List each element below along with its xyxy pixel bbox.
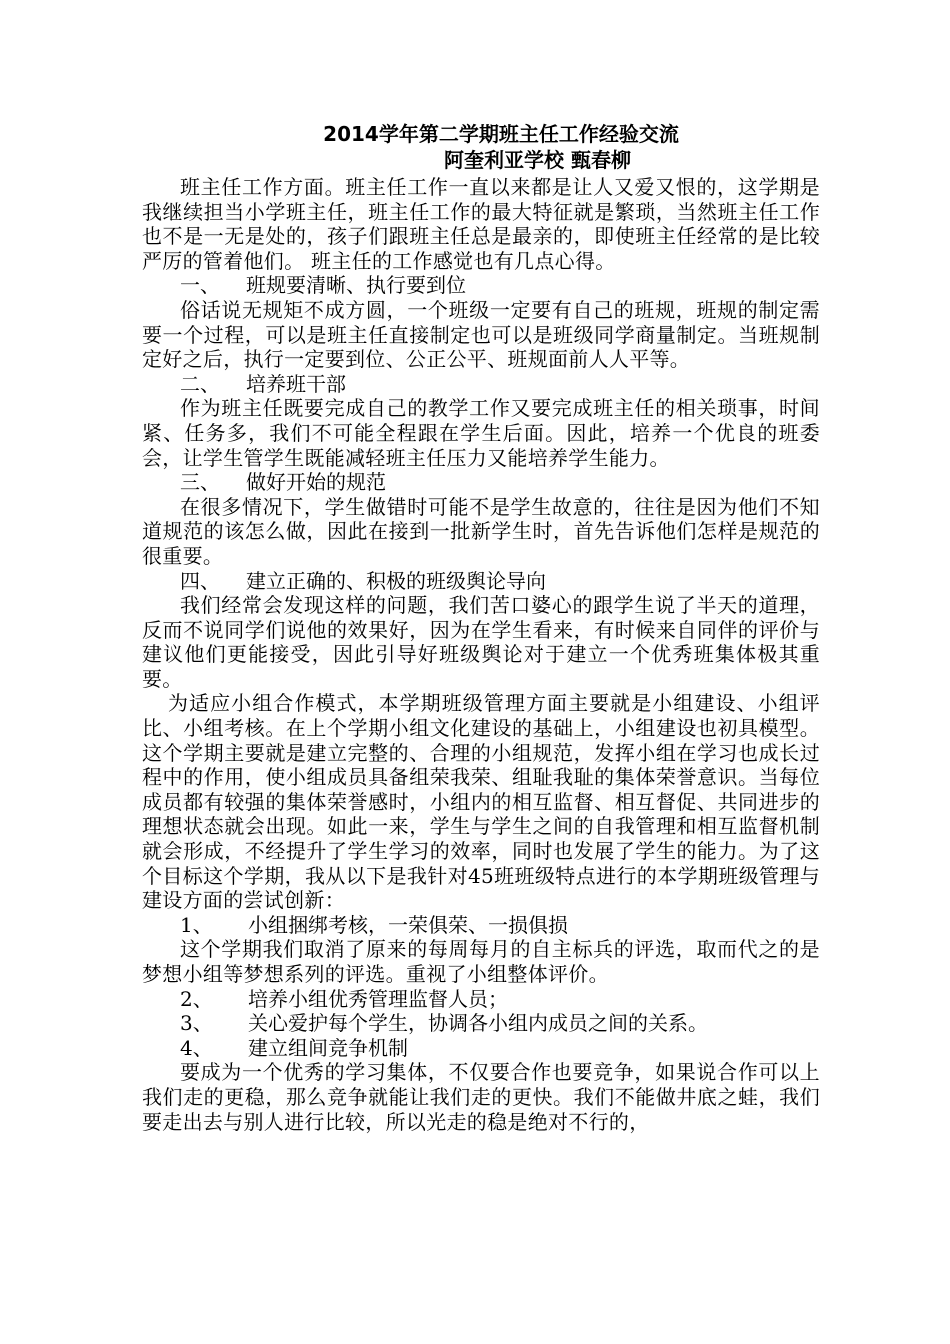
section-number: 一、	[180, 273, 220, 298]
document-page	[142, 121, 820, 1134]
section-number: 1、	[180, 912, 213, 937]
section-number: 4、	[180, 1035, 213, 1060]
document-title: 2014学年第二学期班主任工作经验交流	[323, 122, 679, 146]
section-number: 2、	[180, 986, 213, 1011]
document-body	[142, 175, 820, 1134]
section-heading	[142, 987, 820, 1012]
paragraph: 班主任工作方面。班主任工作一直以来都是让人又爱又恨的，这学期是我继续担当小学班主任，班主任工作的最大特征就是繁琐，当然班主任工作也不是一无是处的，孩子们跟班主任总是最亲的，即使班主任经常的是比较严厉的管着他们。 班主任的工作感觉也有几点心得。	[142, 175, 820, 273]
section-heading-text: 培养小组优秀管理监督人员；	[248, 986, 508, 1011]
section-number: 四、	[180, 568, 220, 593]
section-heading-text: 班规要清晰、执行要到位	[246, 273, 466, 298]
paragraph: 俗话说无规矩不成方圆，一个班级一定要有自己的班规，班规的制定需要一个过程，可以是班主任直接制定也可以是班级同学商量制定。当班规制定好之后，执行一定要到位、公正公平、班规面前人人平等。	[142, 297, 820, 372]
section-number: 3、	[180, 1011, 213, 1036]
section-heading-text: 做好开始的规范	[246, 470, 386, 495]
section-heading	[142, 569, 820, 594]
paragraph: 我们经常会发现这样的问题，我们苦口婆心的跟学生说了半天的道理，反而不说同学们说他的效果好，因为在学生看来，有时候来自同伴的评价与建议他们更能接受，因此引导好班级舆论对于建立一个优秀班集体极其重要。	[142, 593, 820, 691]
paragraph: 为适应小组合作模式，本学期班级管理方面主要就是小组建设、小组评比、小组考核。在上个学期小组文化建设的基础上，小组建设也初具模型。这个学期主要就是建立完整的、合理的小组规范，发挥小组在学习也成长过程中的作用，使小组成员具备组荣我荣、组耻我耻的集体荣誉意识。当每位成员都有较强的集体荣誉感时，小组内的相互监督、相互督促、共同进步的理想状态就会出现。如此一来，学生与学生之间的自我管理和相互监督机制就会形成，不经提升了学生学习的效率，同时也发展了学生的能力。为了这个目标这个学期，我从以下是我针对45班班级特点进行的本学期班级管理与建设方面的尝试创新：	[142, 691, 820, 913]
section-heading	[142, 273, 820, 298]
section-heading	[142, 372, 820, 397]
section-heading-text: 小组捆绑考核，一荣俱荣、一损俱损	[248, 912, 568, 937]
section-heading	[142, 913, 820, 938]
document-author: 阿奎利亚学校 甄春柳	[444, 148, 631, 172]
paragraph: 作为班主任既要完成自己的教学工作又要完成班主任的相关琐事，时间紧、任务多，我们不可能全程跟在学生后面。因此，培养一个优良的班委会，让学生管学生既能减轻班主任压力又能培养学生能力。	[142, 396, 820, 470]
section-number: 二、	[180, 371, 220, 396]
section-heading	[142, 1011, 820, 1036]
section-heading-text: 建立正确的、积极的班级舆论导向	[246, 568, 546, 593]
section-heading-text: 关心爱护每个学生，协调各小组内成员之间的关系。	[248, 1011, 708, 1036]
paragraph: 要成为一个优秀的学习集体，不仅要合作也要竞争，如果说合作可以上我们走的更稳，那么竞争就能让我们走的更快。我们不能做井底之蛙，我们要走出去与别人进行比较，所以光走的稳是绝对不行的，	[142, 1060, 820, 1134]
section-heading-text: 培养班干部	[246, 371, 346, 396]
section-heading	[142, 470, 820, 495]
section-heading-text: 建立组间竞争机制	[248, 1035, 408, 1060]
section-heading	[142, 1036, 820, 1061]
paragraph: 在很多情况下，学生做错时可能不是学生故意的，往往是因为他们不知道规范的该怎么做，因此在接到一批新学生时，首先告诉他们怎样是规范的很重要。	[142, 494, 820, 568]
paragraph: 这个学期我们取消了原来的每周每月的自主标兵的评选，取而代之的是梦想小组等梦想系列的评选。重视了小组整体评价。	[142, 937, 820, 986]
section-number: 三、	[180, 470, 220, 495]
